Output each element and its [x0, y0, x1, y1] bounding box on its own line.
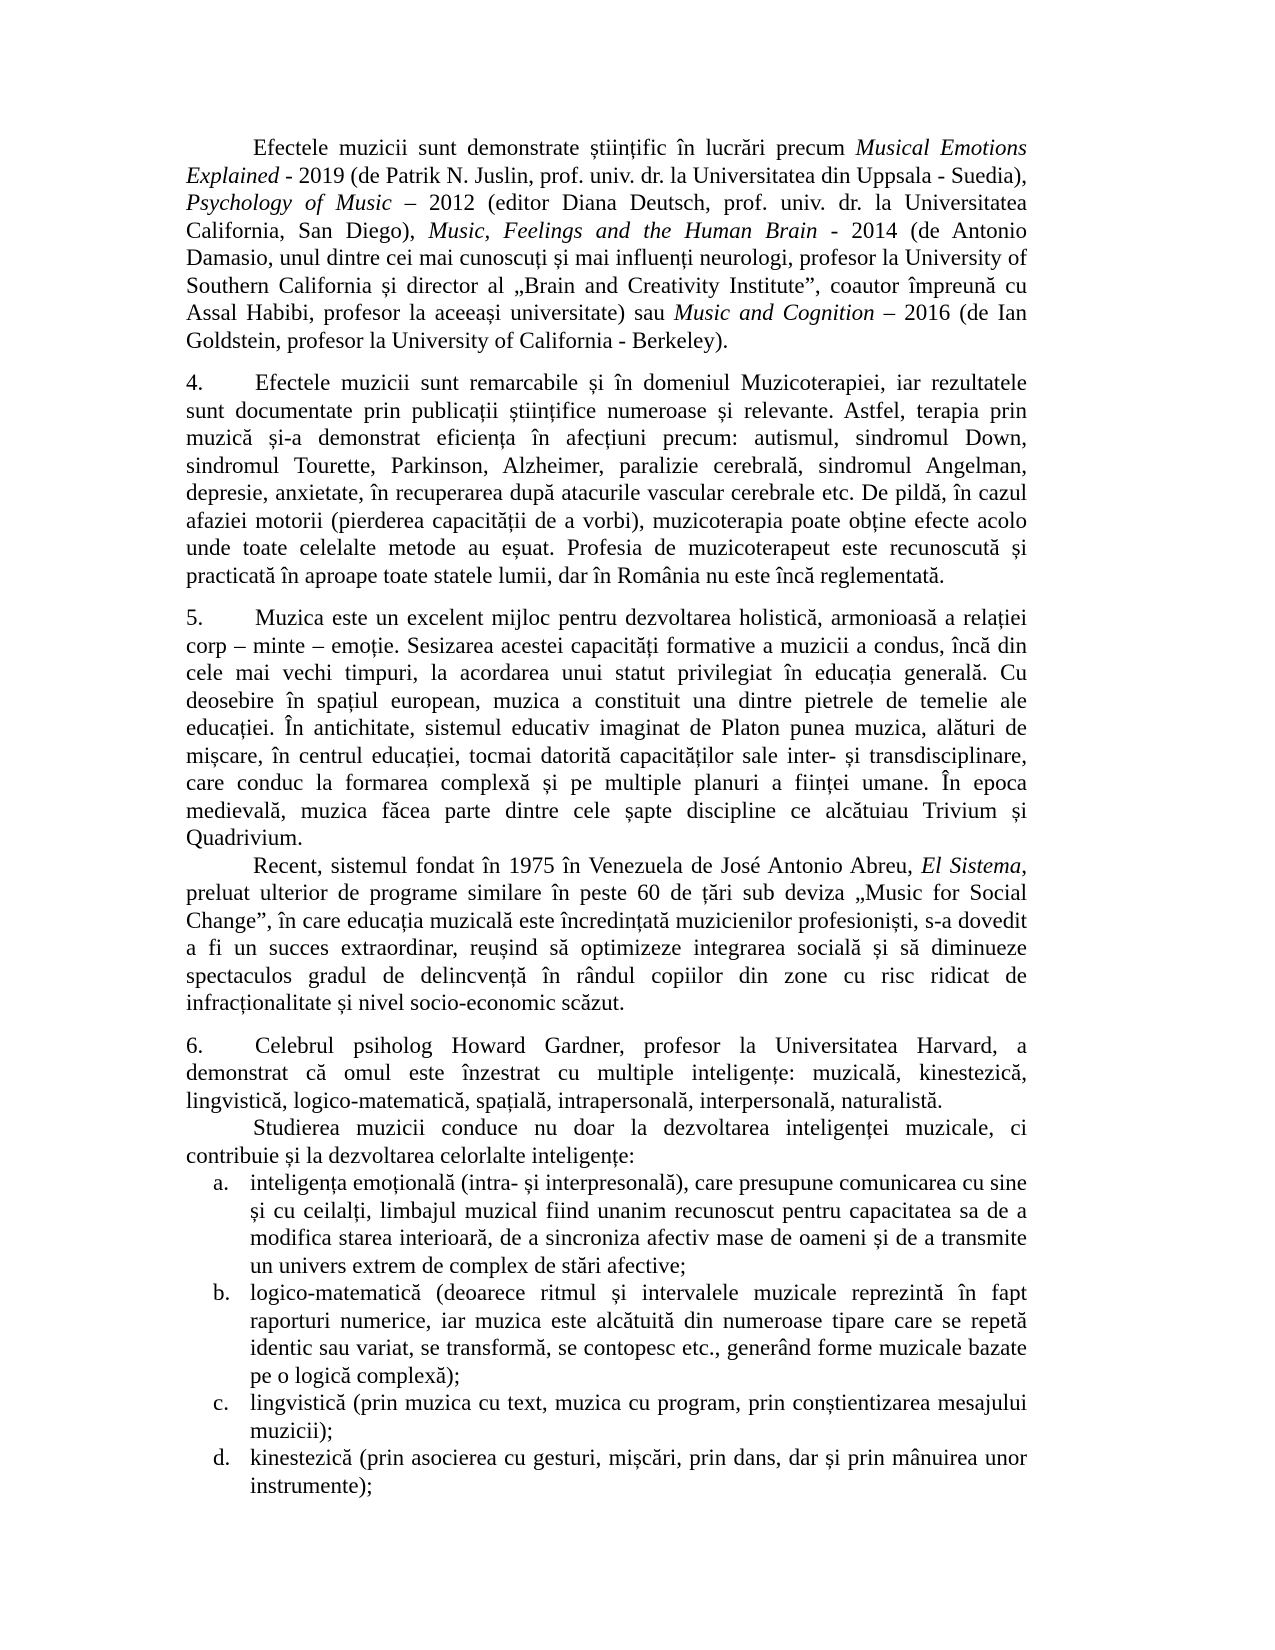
list-item-text-a: inteligența emoțională (intra- și interpresonală), care presupune comunicarea cu sine și cu ceilalți, limbajul muzical fiind unanim recunoscut pentru capacitatea sa de a modifica starea interioară, de a sincroniza afectiv mase de oameni și de a transmite un univers extrem de complex de stări afective; — [250, 1170, 1027, 1278]
intelligence-list — [186, 1169, 1027, 1499]
paragraph-5-number: 5. — [186, 605, 204, 630]
paragraph-4-number: 4. — [186, 370, 204, 395]
document-content — [186, 134, 1027, 1499]
paragraph-4-music-therapy — [186, 369, 1027, 589]
paragraph-el-sistema: Recent, sistemul fondat în 1975 în Venezuela de José Antonio Abreu, El Sistema, preluat ulterior de programe similare în peste 60 de țări sub deviza „Music for Social Change”, în care educația muzicală este încredințată muzicienilor profesioniști, s-a dovedit a fi un succes extraordinar, reușind să optimizeze integrarea socială și să diminueze spectaculos gradul de delincvență în rândul copiilor din zone cu risc ridicat de infracționalitate și nivel socio-economic scăzut. — [186, 852, 1027, 1015]
list-marker-a: a. — [213, 1170, 229, 1195]
list-marker-b: b. — [213, 1280, 231, 1305]
paragraph-intelligences-intro: Studierea muzicii conduce nu doar la dezvoltarea inteligenței muzicale, ci contribuie și la dezvoltarea celorlalte inteligențe: — [186, 1115, 1027, 1168]
paragraph-6-gardner — [186, 1032, 1027, 1115]
paragraph-6-text: Celebrul psiholog Howard Gardner, profesor la Universitatea Harvard, a demonstrat că omul este înzestrat cu multiple inteligențe: muzicală, kinestezică, lingvistică, logico-matematică, spațială, intrapersonală, interpersonală, naturalistă. — [186, 1032, 1027, 1113]
list-item-linguistic — [186, 1389, 1027, 1444]
paragraph-5-holistic-development — [186, 604, 1027, 852]
paragraph-4-text: Efectele muzicii sunt remarcabile și în domeniul Muzicoterapiei, iar rezultatele sunt documentate prin publicații științifice numeroase și relevante. Astfel, terapia prin muzică și-a demonstrat eficiența în afecțiuni precum: autismul, sindromul Down, sindromul Tourette, Parkinson, Alzheimer, paralizie cerebrală, sindromul Angelman, depresie, anxietate, în recuperarea după atacurile vascular cerebrale etc. De pildă, în cazul afaziei motorii (pierderea capacității de a vorbi), muzicoterapia poate obține efecte acolo unde toate celelalte metode au eșuat. Profesia de muzicoterapeut este recunoscută și practicată în aproape toate statele lumii, dar în România nu este încă reglementată. — [186, 370, 1027, 588]
list-item-text-d: kinestezică (prin asocierea cu gesturi, mișcări, prin dans, dar și prin mânuirea unor instrumente); — [250, 1445, 1027, 1498]
list-marker-d: d. — [213, 1445, 231, 1470]
list-item-text-b: logico-matematică (deoarece ritmul și intervalele muzicale reprezintă în fapt raporturi numerice, iar muzica este alcătuită din numeroase tipare care se repetă identic sau variat, se transformă, se contopesc etc., generând forme muzicale bazate pe o logică complexă); — [250, 1280, 1027, 1388]
paragraph-5-text: Muzica este un excelent mijloc pentru dezvoltarea holistică, armonioasă a relației corp – minte – emoție. Sesizarea acestei capacități formative a muzicii a condus, încă din cele mai vechi timpuri, la acordarea unui statut privilegiat în educația generală. Cu deosebire în spațiul european, muzica a constituit una dintre pietrele de temelie ale educației. În antichitate, sistemul educativ imaginat de Platon punea muzica, alături de mișcare, în centrul educației, tocmai datorită capacităților sale inter- și transdisciplinare, care conduc la formarea complexă și pe multiple planuri a ființei umane. În epoca medievală, muzica făcea parte dintre cele șapte discipline ce alcătuiau Trivium și Quadrivium. — [186, 605, 1027, 850]
list-item-logico-mathematical — [186, 1279, 1027, 1389]
paragraph-6-number: 6. — [186, 1032, 204, 1058]
list-item-emotional — [186, 1169, 1027, 1279]
list-item-text-c: lingvistică (prin muzica cu text, muzica cu program, prin conștientizarea mesajului muzicii); — [250, 1390, 1027, 1443]
paragraph-music-research: Efectele muzicii sunt demonstrate științific în lucrări precum Musical Emotions Explained - 2019 (de Patrik N. Juslin, prof. univ. dr. la Universitatea din Uppsala - Suedia), Psychology of Music – 2012 (editor Diana Deutsch, prof. univ. dr. la Universitatea California, San Diego), Music, Feelings and the Human Brain - 2014 (de Antonio Damasio, unul dintre cei mai cunoscuți și mai influenți neurologi, profesor la University of Southern California și director al „Brain and Creativity Institute”, coautor împreună cu Assal Habibi, profesor la aceeași universitate) sau Music and Cognition – 2016 (de Ian Goldstein, profesor la University of California - Berkeley). — [186, 135, 1027, 353]
list-marker-c: c. — [213, 1390, 229, 1415]
list-item-kinesthetic — [186, 1444, 1027, 1499]
